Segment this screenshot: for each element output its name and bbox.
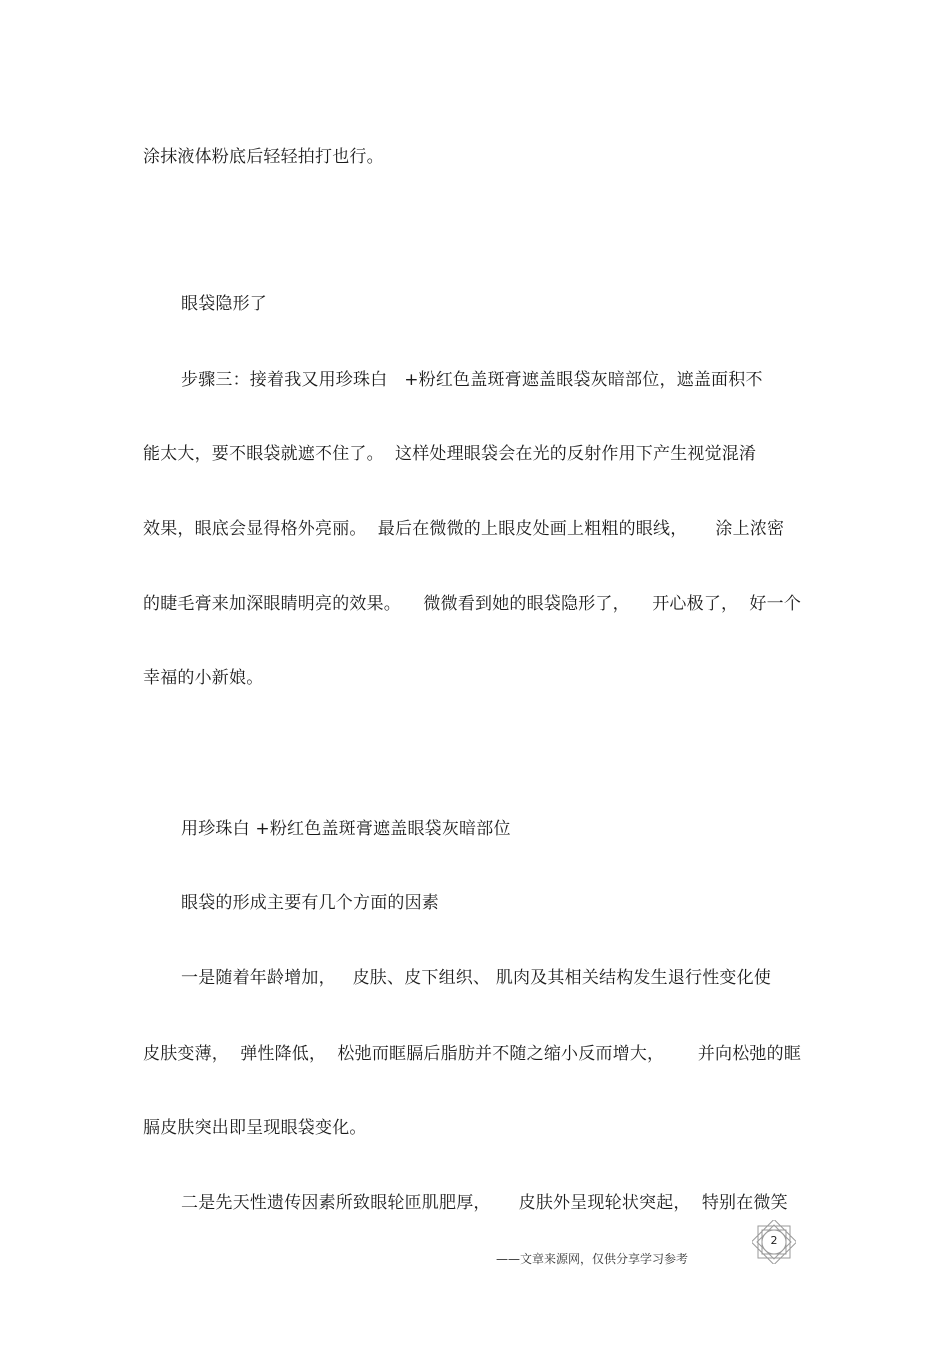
section-heading: 眼袋隐形了 xyxy=(181,294,267,314)
paragraph-line: 效果，眼底会显得格外亮丽。 最后在微微的上眼皮处画上粗粗的眼线， 涂上浓密 xyxy=(143,519,785,539)
caption-line: 用珍珠白 +粉红色盖斑膏遮盖眼袋灰暗部位 xyxy=(181,819,511,839)
section-heading: 眼袋的形成主要有几个方面的因素 xyxy=(181,893,439,913)
paragraph-line: 步骤三：接着我又用珍珠白 +粉红色盖斑膏遮盖眼袋灰暗部位，遮盖面积不 xyxy=(181,370,763,390)
footer-note: ——文章来源网，仅供分享学习参考 xyxy=(496,1252,689,1266)
paragraph-line: 二是先天性遗传因素所致眼轮匝肌肥厚， 皮肤外呈现轮状突起， 特别在微笑 xyxy=(181,1193,788,1213)
paragraph-line: 一是随着年龄增加， 皮肤、皮下组织、 肌肉及其相关结构发生退行性变化使 xyxy=(181,968,772,988)
paragraph-line: 幸福的小新娘。 xyxy=(143,668,264,688)
paragraph-line: 膈皮肤突出即呈现眼袋变化。 xyxy=(143,1118,367,1138)
paragraph-line: 涂抹液体粉底后轻轻拍打也行。 xyxy=(143,147,384,167)
page-number: 2 xyxy=(770,1234,778,1247)
paragraph-line: 的睫毛膏来加深眼睛明亮的效果。 微微看到她的眼袋隐形了， 开心极了， 好一个 xyxy=(143,594,802,614)
page-number-badge xyxy=(752,1220,796,1264)
paragraph-line: 皮肤变薄， 弹性降低， 松弛而眶膈后脂肪并不随之缩小反而增大， 并向松弛的眶 xyxy=(143,1044,802,1064)
paragraph-line: 能太大，要不眼袋就遮不住了。 这样处理眼袋会在光的反射作用下产生视觉混淆 xyxy=(143,444,757,464)
